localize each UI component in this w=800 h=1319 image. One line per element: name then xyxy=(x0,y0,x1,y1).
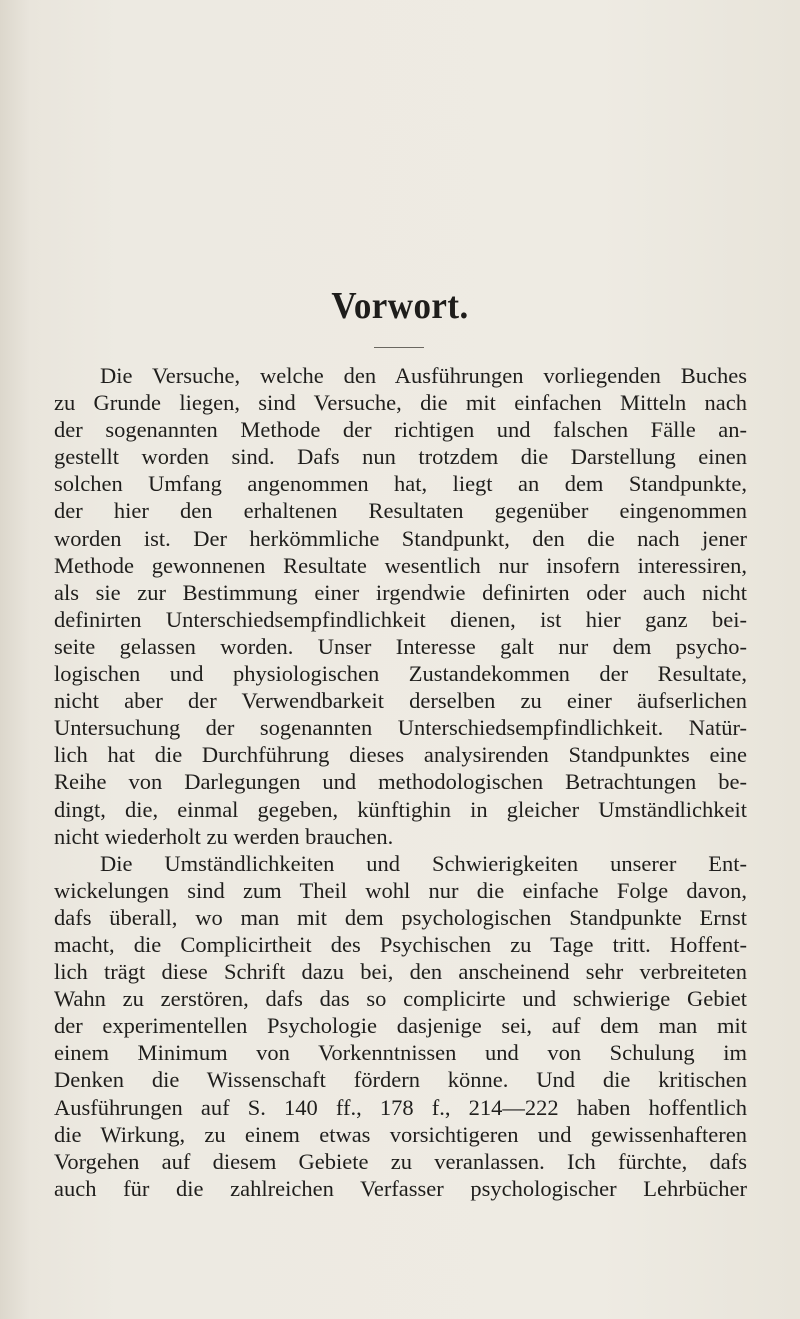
text-line: auch für die zahlreichen Verfasser psychologischer Lehrbücher xyxy=(54,1175,747,1201)
preface-text xyxy=(54,362,747,1202)
text-line: der sogenannten Methode der richtigen und falschen Fälle an- xyxy=(54,417,747,443)
text-line: definirten Unterschiedsempfindlichkeit dienen, ist hier ganz bei- xyxy=(54,606,747,632)
text-line: seite gelassen worden. Unser Interesse galt nur dem psycho- xyxy=(54,633,747,659)
text-line: worden ist. Der herkömmliche Standpunkt, den die nach jener xyxy=(54,525,747,551)
text-line: wickelungen sind zum Theil wohl nur die einfache Folge davon, xyxy=(54,877,747,903)
title-divider xyxy=(374,347,424,348)
text-line: lich hat die Durchführung dieses analysirenden Standpunktes eine xyxy=(54,742,747,768)
text-line: der experimentellen Psychologie dasjenige sei, auf dem man mit xyxy=(54,1013,747,1039)
text-line: nicht wiederholt zu werden brauchen. xyxy=(54,823,394,849)
text-line: Methode gewonnenen Resultate wesentlich nur insofern interessiren, xyxy=(54,552,747,578)
text-line: einem Minimum von Vorkenntnissen und von Schulung im xyxy=(54,1040,747,1066)
text-line: solchen Umfang angenommen hat, liegt an dem Standpunkte, xyxy=(54,471,747,497)
text-line: Ausführungen auf S. 140 ff., 178 f., 214—222 haben hoffentlich xyxy=(54,1094,747,1120)
page-title: Vorwort. xyxy=(331,285,469,327)
text-line: lich trägt diese Schrift dazu bei, den anscheinend sehr verbreiteten xyxy=(54,959,747,985)
text-line: Die Umständlichkeiten und Schwierigkeiten unserer Ent- xyxy=(100,850,747,876)
text-line: Vorgehen auf diesem Gebiete zu veranlassen. Ich fürchte, dafs xyxy=(54,1148,747,1174)
text-line: macht, die Complicirtheit des Psychischen zu Tage tritt. Hoffent- xyxy=(54,931,747,957)
text-line: die Wirkung, zu einem etwas vorsichtigeren und gewissenhafteren xyxy=(54,1121,747,1147)
text-line: Die Versuche, welche den Ausführungen vorliegenden Buches xyxy=(100,363,747,388)
text-line: Denken die Wissenschaft fördern könne. Und die kritischen xyxy=(54,1067,747,1093)
text-line: der hier den erhaltenen Resultaten gegenüber eingenommen xyxy=(54,498,747,524)
text-line: Reihe von Darlegungen und methodologischen Betrachtungen be- xyxy=(54,769,747,795)
text-line: dafs überall, wo man mit dem psychologischen Standpunkte Ernst xyxy=(54,904,747,930)
text-line: logischen und physiologischen Zustandekommen der Resultate, xyxy=(54,661,747,687)
text-line: als sie zur Bestimmung einer irgendwie definirten oder auch nicht xyxy=(54,579,747,605)
text-line: gestellt worden sind. Dafs nun trotzdem die Darstellung einen xyxy=(54,444,747,470)
text-line: Wahn zu zerstören, dafs das so complicirte und schwierige Gebiet xyxy=(54,986,747,1012)
text-line: nicht aber der Verwendbarkeit derselben zu einer äufserlichen xyxy=(54,688,747,714)
text-line: zu Grunde liegen, sind Versuche, die mit einfachen Mitteln nach xyxy=(54,390,747,416)
text-line: Untersuchung der sogenannten Unterschiedsempfindlichkeit. Natür- xyxy=(54,715,747,741)
text-line: dingt, die, einmal gegeben, künftighin in gleicher Umständlichkeit xyxy=(54,796,747,822)
